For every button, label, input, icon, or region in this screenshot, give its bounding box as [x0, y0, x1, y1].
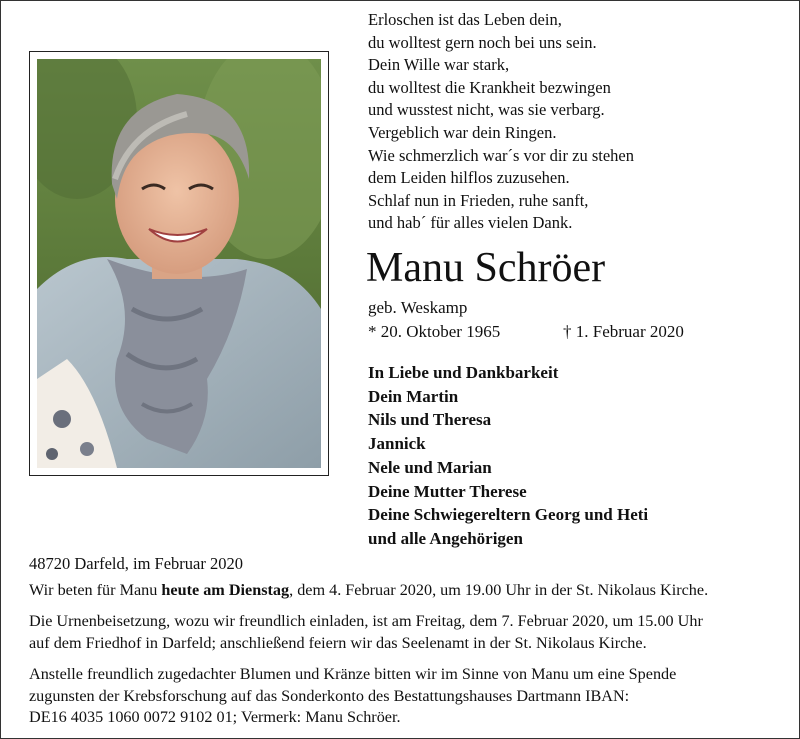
donation-paragraph: [29, 664, 676, 729]
mourner-line: Jannick: [368, 434, 426, 454]
poem-line: Dein Wille war stark,: [368, 55, 510, 75]
deceased-name: Manu Schröer: [366, 245, 606, 291]
mourner-line: Deine Mutter Therese: [368, 481, 527, 501]
mourner-line: und alle Angehörigen: [368, 528, 523, 548]
poem-line: Vergeblich war dein Ringen.: [368, 122, 557, 142]
burial-paragraph: [29, 611, 703, 654]
mourner-line: Dein Martin: [368, 386, 459, 406]
poem-line: dem Leiden hilflos zuzusehen.: [368, 168, 570, 188]
mourners-list: [368, 361, 648, 551]
mourner-line: Nele und Marian: [368, 457, 492, 477]
donation-line: zugunsten der Krebsforschung auf das Sonderkonto des Bestattungshauses Dartmann IBAN:: [29, 686, 630, 705]
mourner-line: Deine Schwiegereltern Georg und Heti: [368, 505, 649, 525]
death-date: † 1. Februar 2020: [563, 322, 684, 341]
poem-line: Wie schmerzlich war´s vor dir zu stehen: [368, 145, 634, 165]
poem-line: Schlaf nun in Frieden, ruhe sanft,: [368, 190, 589, 210]
mourner-line: Nils und Theresa: [368, 410, 492, 430]
poem-line: und hab´ für alles vielen Dank.: [368, 213, 573, 233]
poem-line: du wolltest die Krankheit bezwingen: [368, 77, 611, 97]
poem-line: du wolltest gern noch bei uns sein.: [368, 32, 597, 52]
prayer-text-after: , dem 4. Februar 2020, um 19.00 Uhr in der St. Nikolaus Kirche.: [289, 581, 709, 599]
donation-line: Anstelle freundlich zugedachter Blumen und Kränze bitten wir im Sinne von Manu um eine Spende: [29, 665, 677, 683]
maiden-name: geb. Weskamp: [368, 298, 468, 317]
birth-date: * 20. Oktober 1965: [368, 322, 501, 341]
portrait-frame: [29, 51, 329, 476]
donation-line: DE16 4035 1060 0072 9102 01; Vermerk: Manu Schröer.: [29, 708, 401, 726]
prayer-text-before: Wir beten für Manu: [29, 581, 162, 599]
burial-line: auf dem Friedhof in Darfeld; anschließend feiern wir das Seelenamt in der St. Nikolaus Kirche.: [29, 633, 647, 652]
portrait-photo: [37, 59, 321, 468]
poem-line: Erloschen ist das Leben dein,: [368, 10, 562, 29]
poem: [368, 9, 634, 235]
burial-line: Die Urnenbeisetzung, wozu wir freundlich einladen, ist am Freitag, dem 7. Februar 2020, um 15.00 Uhr: [29, 612, 703, 630]
prayer-text-bold: heute am Dienstag: [161, 581, 290, 599]
mourner-line: In Liebe und Dankbarkeit: [368, 363, 559, 382]
prayer-paragraph: [29, 580, 708, 602]
place-date: 48720 Darfeld, im Februar 2020: [29, 554, 243, 573]
poem-line: und wusstest nicht, was sie verbarg.: [368, 100, 605, 120]
